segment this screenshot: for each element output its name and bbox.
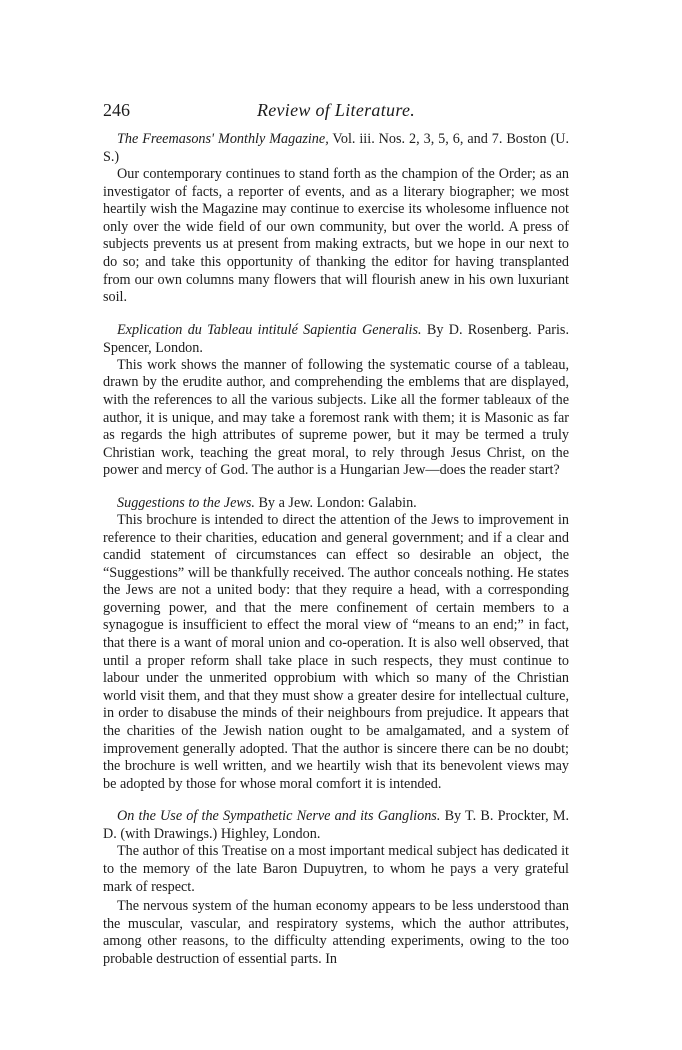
page-header [103,100,569,124]
review-suggestions-to-jews [103,494,569,794]
review-heading [103,321,569,357]
review-sapientia-generalis [103,321,569,480]
review-source: By D. Rosenberg. Paris. Spencer, London. [103,321,569,356]
review-title: Suggestions to the Jews. [117,494,255,511]
review-source: By a Jew. London: Galabin. [254,494,417,511]
page-number: 246 [103,100,130,120]
review-heading [103,494,569,512]
page [103,100,569,983]
review-source: By T. B. Prockter, M. D. (with Drawings.) Highley, London. [103,808,569,843]
review-sympathetic-nerve [103,807,569,968]
review-paragraph: The nervous system of the human economy appears to be less understood than the muscular, vascular, and respiratory systems, which the author attributes, among other reasons, to the difficulty attending experiments, owing to the too probable destruction of essential parts. In [103,898,569,967]
review-title: On the Use of the Sympathetic Nerve and its Ganglions. [117,808,441,825]
review-paragraph: This work shows the manner of following the systematic course of a tableau, drawn by the erudite author, and comprehending the emblems that are displayed, with the references to all the various subjects. Like all the former tableaux of the author, it is unique, and may take a foremost rank with them; it is Masonic as far as regards the high attributes of supreme power, but it may be termed a truly Christian work, teaching the great moral, to rely through Jesus Christ, on the power and mercy of God. The author is a Hungarian Jew—does the reader start? [103,356,569,479]
review-paragraph: The author of this Treatise on a most important medical subject has dedicated it to the memory of the late Baron Dupuytren, to whom he pays a very grateful mark of respect. [103,843,569,895]
review-heading [103,807,569,843]
review-title: The Freemasons' Monthly Magazine, [117,131,329,147]
review-freemasons-magazine [103,130,569,307]
review-source: Vol. iii. Nos. 2, 3, 5, 6, and 7. Boston (U. S.) [103,131,570,165]
review-paragraph: Our contemporary continues to stand forth as the champion of the Order; as an investigator of facts, a reporter of events, and as a literary biographer; we most heartily wish the Magazine may continue to exercise its wholesome influence not only over the wide field of our own community, but over the world. A press of subjects prevents us at present from making extracts, but we hope in our next to do so; and take this opportunity of thanking the editor for having transplanted from our own columns many flowers that will flourish anew in his own luxuriant soil. [103,166,569,306]
review-title: Explication du Tableau intitulé Sapientia Generalis. [117,321,422,338]
review-paragraph: This brochure is intended to direct the attention of the Jews to improvement in reference to their charities, education and general government; and if a clear and candid statement of circumstances can effect so desirable an object, the “Suggestions” will be thankfully received. The author conceals nothing. He states the Jews are not a united body: that they require a head, with a corresponding governing power, and that the mere confinement of certain members to a synagogue is insufficient to effect the moral view of “means to an end;” in fact, that there is a want of moral union and co-operation. It is also well observed, that until a proper reform shall take place in such respects, they must continue to labour under the unmerited opprobium with which so many of the Christian world visit them, and that they must show a greater desire for intellectual culture, in order to disabuse the minds of their neighbours from prejudice. It appears that the charities of the Jewish nation ought to be amalgamated, and a system of improvement generally adopted. That the author is sincere there can be no doubt; the brochure is well written, and we heartily wish that its benevolent views may be adopted by those for whose moral comfort it is intended. [103,511,569,792]
running-title: Review of Literature. [256,100,416,120]
review-heading [103,130,569,166]
